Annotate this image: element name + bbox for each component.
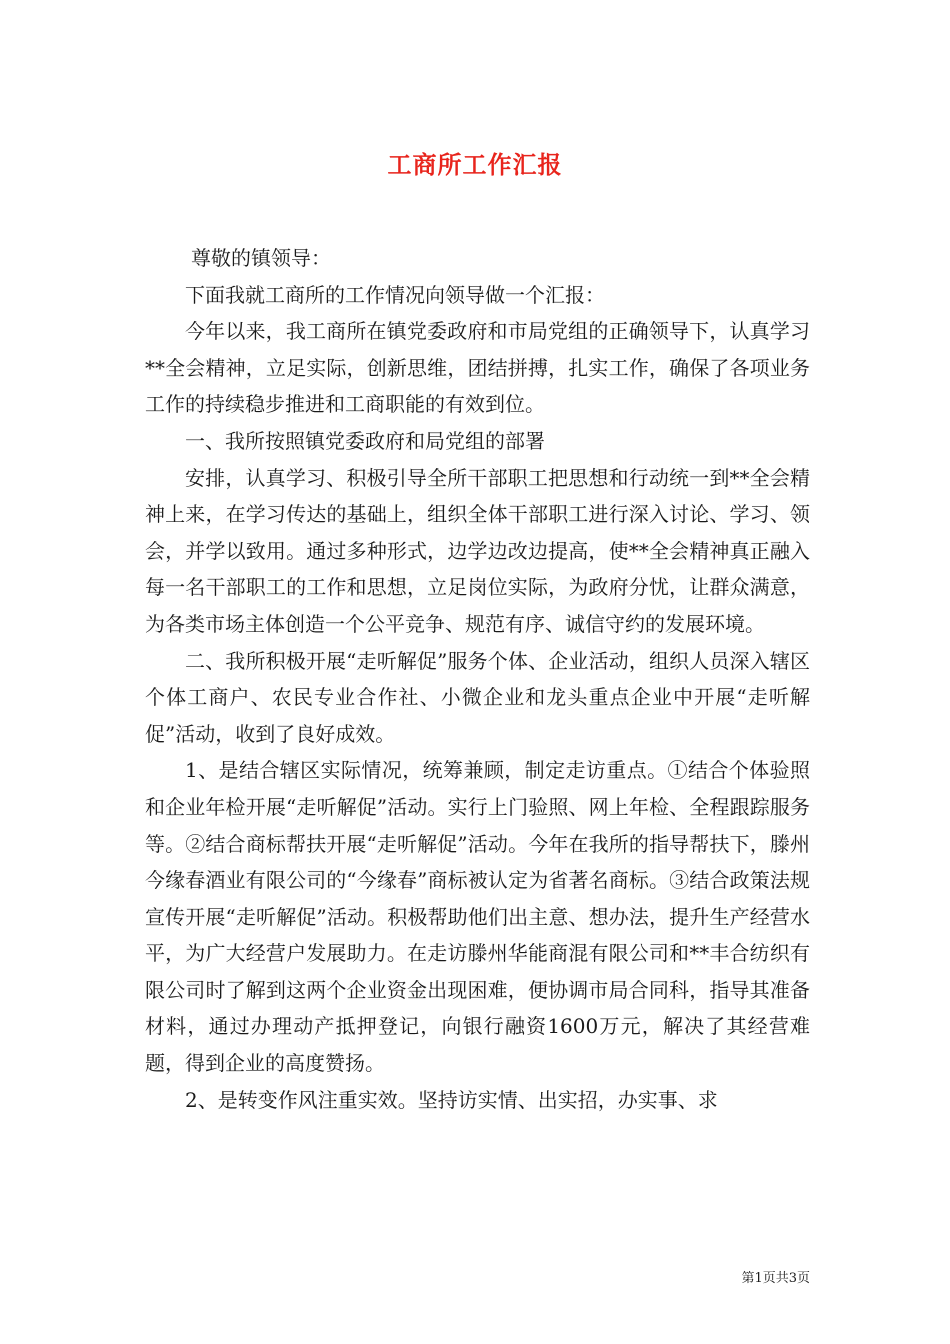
paragraph-intro: 下面我就工商所的工作情况向领导做一个汇报：	[185, 282, 605, 307]
document-body	[145, 240, 810, 1118]
document-title: 工商所工作汇报	[387, 150, 563, 180]
paragraph-item-1: 1、是结合辖区实际情况，统筹兼顾，制定走访重点。①结合个体验照和企业年检开展“走听解促”活动。实行上门验照、网上年检、全程跟踪服务等。②结合商标帮扶开展“走听解促”活动。今年在我所的指导帮扶下，滕州今缘春酒业有限公司的“今缘春”商标被认定为省著名商标。③结合政策法规宣传开展“走听解促”活动。积极帮助他们出主意、想办法，提升生产经营水平，为广大经营户发展助力。在走访滕州华能商混有限公司和**丰合纺织有限公司时了解到这两个企业资金出现困难，便协调市局合同科，指导其准备材料，通过办理动产抵押登记，向银行融资1600万元，解决了其经营难题，得到企业的高度赞扬。	[145, 758, 810, 1076]
paragraph-summary: 今年以来，我工商所在镇党委政府和市局党组的正确领导下，认真学习**全会精神，立足实际，创新思维，团结拼搏，扎实工作，确保了各项业务工作的持续稳步推进和工商职能的有效到位。	[145, 319, 810, 417]
paragraph-item-2: 2、是转变作风注重实效。坚持访实情、出实招，办实事、求	[185, 1087, 718, 1112]
page-number: 第1页共3页	[741, 1271, 810, 1286]
paragraph-section-2: 二、我所积极开展“走听解促”服务个体、企业活动，组织人员深入辖区个体工商户、农民专业合作社、小微企业和龙头重点企业中开展“走听解促”活动，收到了良好成效。	[145, 648, 810, 746]
paragraph-section-1-body: 安排，认真学习、积极引导全所干部职工把思想和行动统一到**全会精神上来，在学习传达的基础上，组织全体干部职工进行深入讨论、学习、领会，并学以致用。通过多种形式，边学边改边提高，使**全会精神真正融入每一名干部职工的工作和思想，立足岗位实际，为政府分忧，让群众满意，为各类市场主体创造一个公平竞争、规范有序、诚信守约的发展环境。	[145, 465, 810, 636]
paragraph-section-1-heading: 一、我所按照镇党委政府和局党组的部署	[185, 428, 545, 453]
salutation: 尊敬的镇领导：	[191, 246, 331, 270]
